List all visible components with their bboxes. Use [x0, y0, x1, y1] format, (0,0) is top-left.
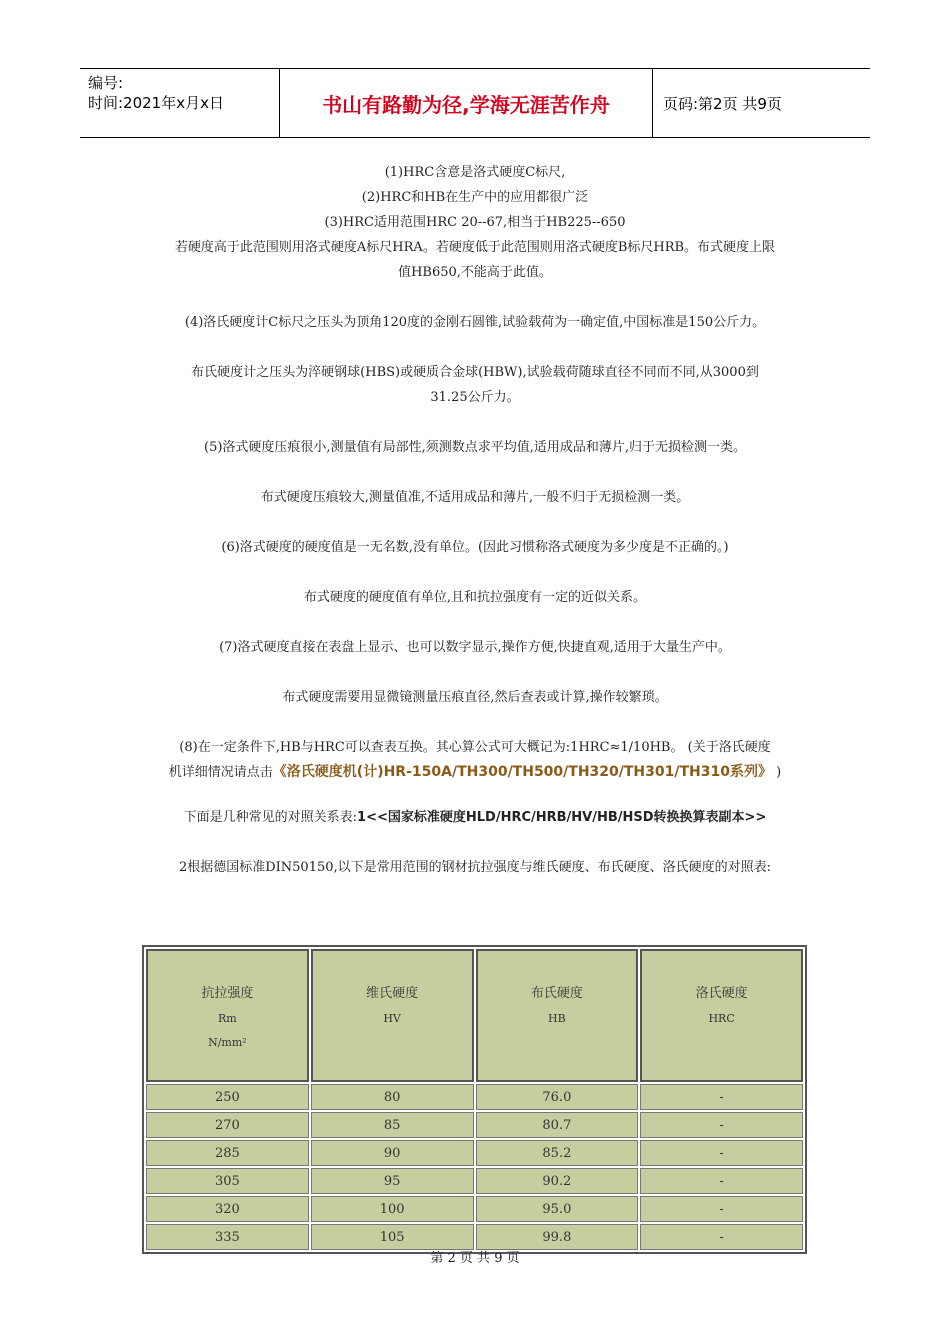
table-cell: 95 [311, 1168, 474, 1194]
paragraph-15: 2根据德国标准DIN50150,以下是常用范围的钢材抗拉强度与维氏硬度、布氏硬度、洛氏硬度的对照表: [178, 860, 772, 875]
table-cell: 105 [311, 1224, 474, 1250]
paragraph-6b: 31.25公斤力。 [430, 390, 520, 405]
paragraph-13b-prefix: 机详细情况请点击 [168, 765, 273, 780]
page-header [80, 68, 870, 138]
header-motto: 书山有路勤为径,学海无涯苦作舟 [280, 69, 653, 137]
table-row [146, 1140, 803, 1166]
paragraph-6a: 布氏硬度计之压头为淬硬钢球(HBS)或硬质合金球(HBW),试验载荷随球直径不同而不同,从3000到 [191, 365, 759, 380]
header-tensile-sub1: Rm [218, 1012, 237, 1025]
paragraph-9: (6)洛式硬度的硬度值是一无名数,没有单位。(因此习惯称洛式硬度为多少度是不正确的。) [221, 540, 729, 555]
table-row [146, 1168, 803, 1194]
table-cell: - [640, 1168, 803, 1194]
header-vickers-sub1: HV [383, 1012, 401, 1025]
paragraph-5: (4)洛氏硬度计C标尺之压头为顶角120度的金刚石圆锥,试验载荷为一确定值,中国标准是150公斤力。 [184, 315, 766, 330]
table-cell: 95.0 [476, 1196, 639, 1222]
table-cell: 85 [311, 1112, 474, 1138]
table-cell: 85.2 [476, 1140, 639, 1166]
table-cell: 335 [146, 1224, 309, 1250]
table-cell: 80.7 [476, 1112, 639, 1138]
header-tensile-sub2: N/mm² [208, 1036, 247, 1049]
header-brinell-title: 布氏硬度 [530, 986, 583, 1001]
table-cell: 90 [311, 1140, 474, 1166]
table-cell: - [640, 1112, 803, 1138]
table-cell: - [640, 1196, 803, 1222]
table-row [146, 1084, 803, 1110]
conversion-table-link[interactable]: 1<<国家标准硬度HLD/HRC/HRB/HV/HB/HSD转换换算表副本>> [357, 810, 767, 825]
paragraph-10: 布式硬度的硬度值有单位,且和抗拉强度有一定的近似关系。 [303, 590, 647, 605]
paragraph-14-prefix: 下面是几种常见的对照关系表: [183, 810, 358, 825]
paragraph-1: (1)HRC含意是洛式硬度C标尺, [384, 165, 566, 180]
header-rockwell-sub1: HRC [708, 1012, 735, 1025]
paragraph-2: (2)HRC和HB在生产中的应用都很广泛 [361, 190, 589, 205]
table-cell: - [640, 1084, 803, 1110]
paragraph-13b-suffix: ) [771, 765, 782, 780]
date-label: 时间:2021年x月x日 [88, 94, 224, 112]
table-cell: 305 [146, 1168, 309, 1194]
table-cell: - [640, 1140, 803, 1166]
paragraph-4a: 若硬度高于此范围则用洛式硬度A标尺HRA。若硬度低于此范围则用洛式硬度B标尺HRB。布式硬度上限 [174, 240, 776, 255]
header-rockwell-title: 洛氏硬度 [695, 986, 748, 1001]
table-cell: 100 [311, 1196, 474, 1222]
hardness-tester-link[interactable]: 《洛氏硬度机(计)HR-150A/TH300/TH500/TH320/TH301/TH310系列》 [272, 764, 772, 780]
paragraph-13a: (8)在一定条件下,HB与HRC可以查表互换。其心算公式可大概记为:1HRC≈1/10HB。 (关于洛氏硬度 [179, 740, 771, 755]
table-cell: 285 [146, 1140, 309, 1166]
table-cell: 250 [146, 1084, 309, 1110]
page-footer: 第 2 页 共 9 页 [430, 1251, 520, 1266]
paragraph-13b [140, 760, 810, 785]
header-brinell-sub1: HB [548, 1012, 566, 1025]
hardness-table [142, 945, 807, 1254]
table-cell: 99.8 [476, 1224, 639, 1250]
header-tensile [146, 949, 309, 1082]
paragraph-11: (7)洛式硬度直接在表盘上显示、也可以数字显示,操作方便,快捷直观,适用于大量生产中。 [219, 640, 731, 655]
header-meta [80, 69, 280, 137]
number-label: 编号: [88, 74, 124, 92]
table-cell: - [640, 1224, 803, 1250]
table-cell: 320 [146, 1196, 309, 1222]
paragraph-3: (3)HRC适用范围HRC 20--67,相当于HB225--650 [324, 215, 626, 230]
paragraph-8: 布式硬度压痕较大,测量值准,不适用成品和薄片,一般不归于无损检测一类。 [260, 490, 690, 505]
table-cell: 80 [311, 1084, 474, 1110]
header-vickers [311, 949, 474, 1082]
header-brinell [476, 949, 639, 1082]
paragraph-4b: 值HB650,不能高于此值。 [398, 265, 552, 280]
paragraph-12: 布式硬度需要用显微镜测量压痕直径,然后查表或计算,操作较繁琐。 [282, 690, 668, 705]
table-cell: 270 [146, 1112, 309, 1138]
header-vickers-title: 维氏硬度 [366, 986, 419, 1001]
header-rockwell [640, 949, 803, 1082]
table-row [146, 1196, 803, 1222]
table-cell: 76.0 [476, 1084, 639, 1110]
page-info: 页码:第2页 共9页 [663, 94, 782, 113]
table-row [146, 1112, 803, 1138]
table-cell: 90.2 [476, 1168, 639, 1194]
table-header-row [146, 949, 803, 1082]
paragraph-7: (5)洛式硬度压痕很小,测量值有局部性,须测数点求平均值,适用成品和薄片,归于无损检测一类。 [204, 440, 746, 455]
header-tensile-title: 抗拉强度 [201, 986, 254, 1001]
paragraph-14 [140, 805, 810, 830]
